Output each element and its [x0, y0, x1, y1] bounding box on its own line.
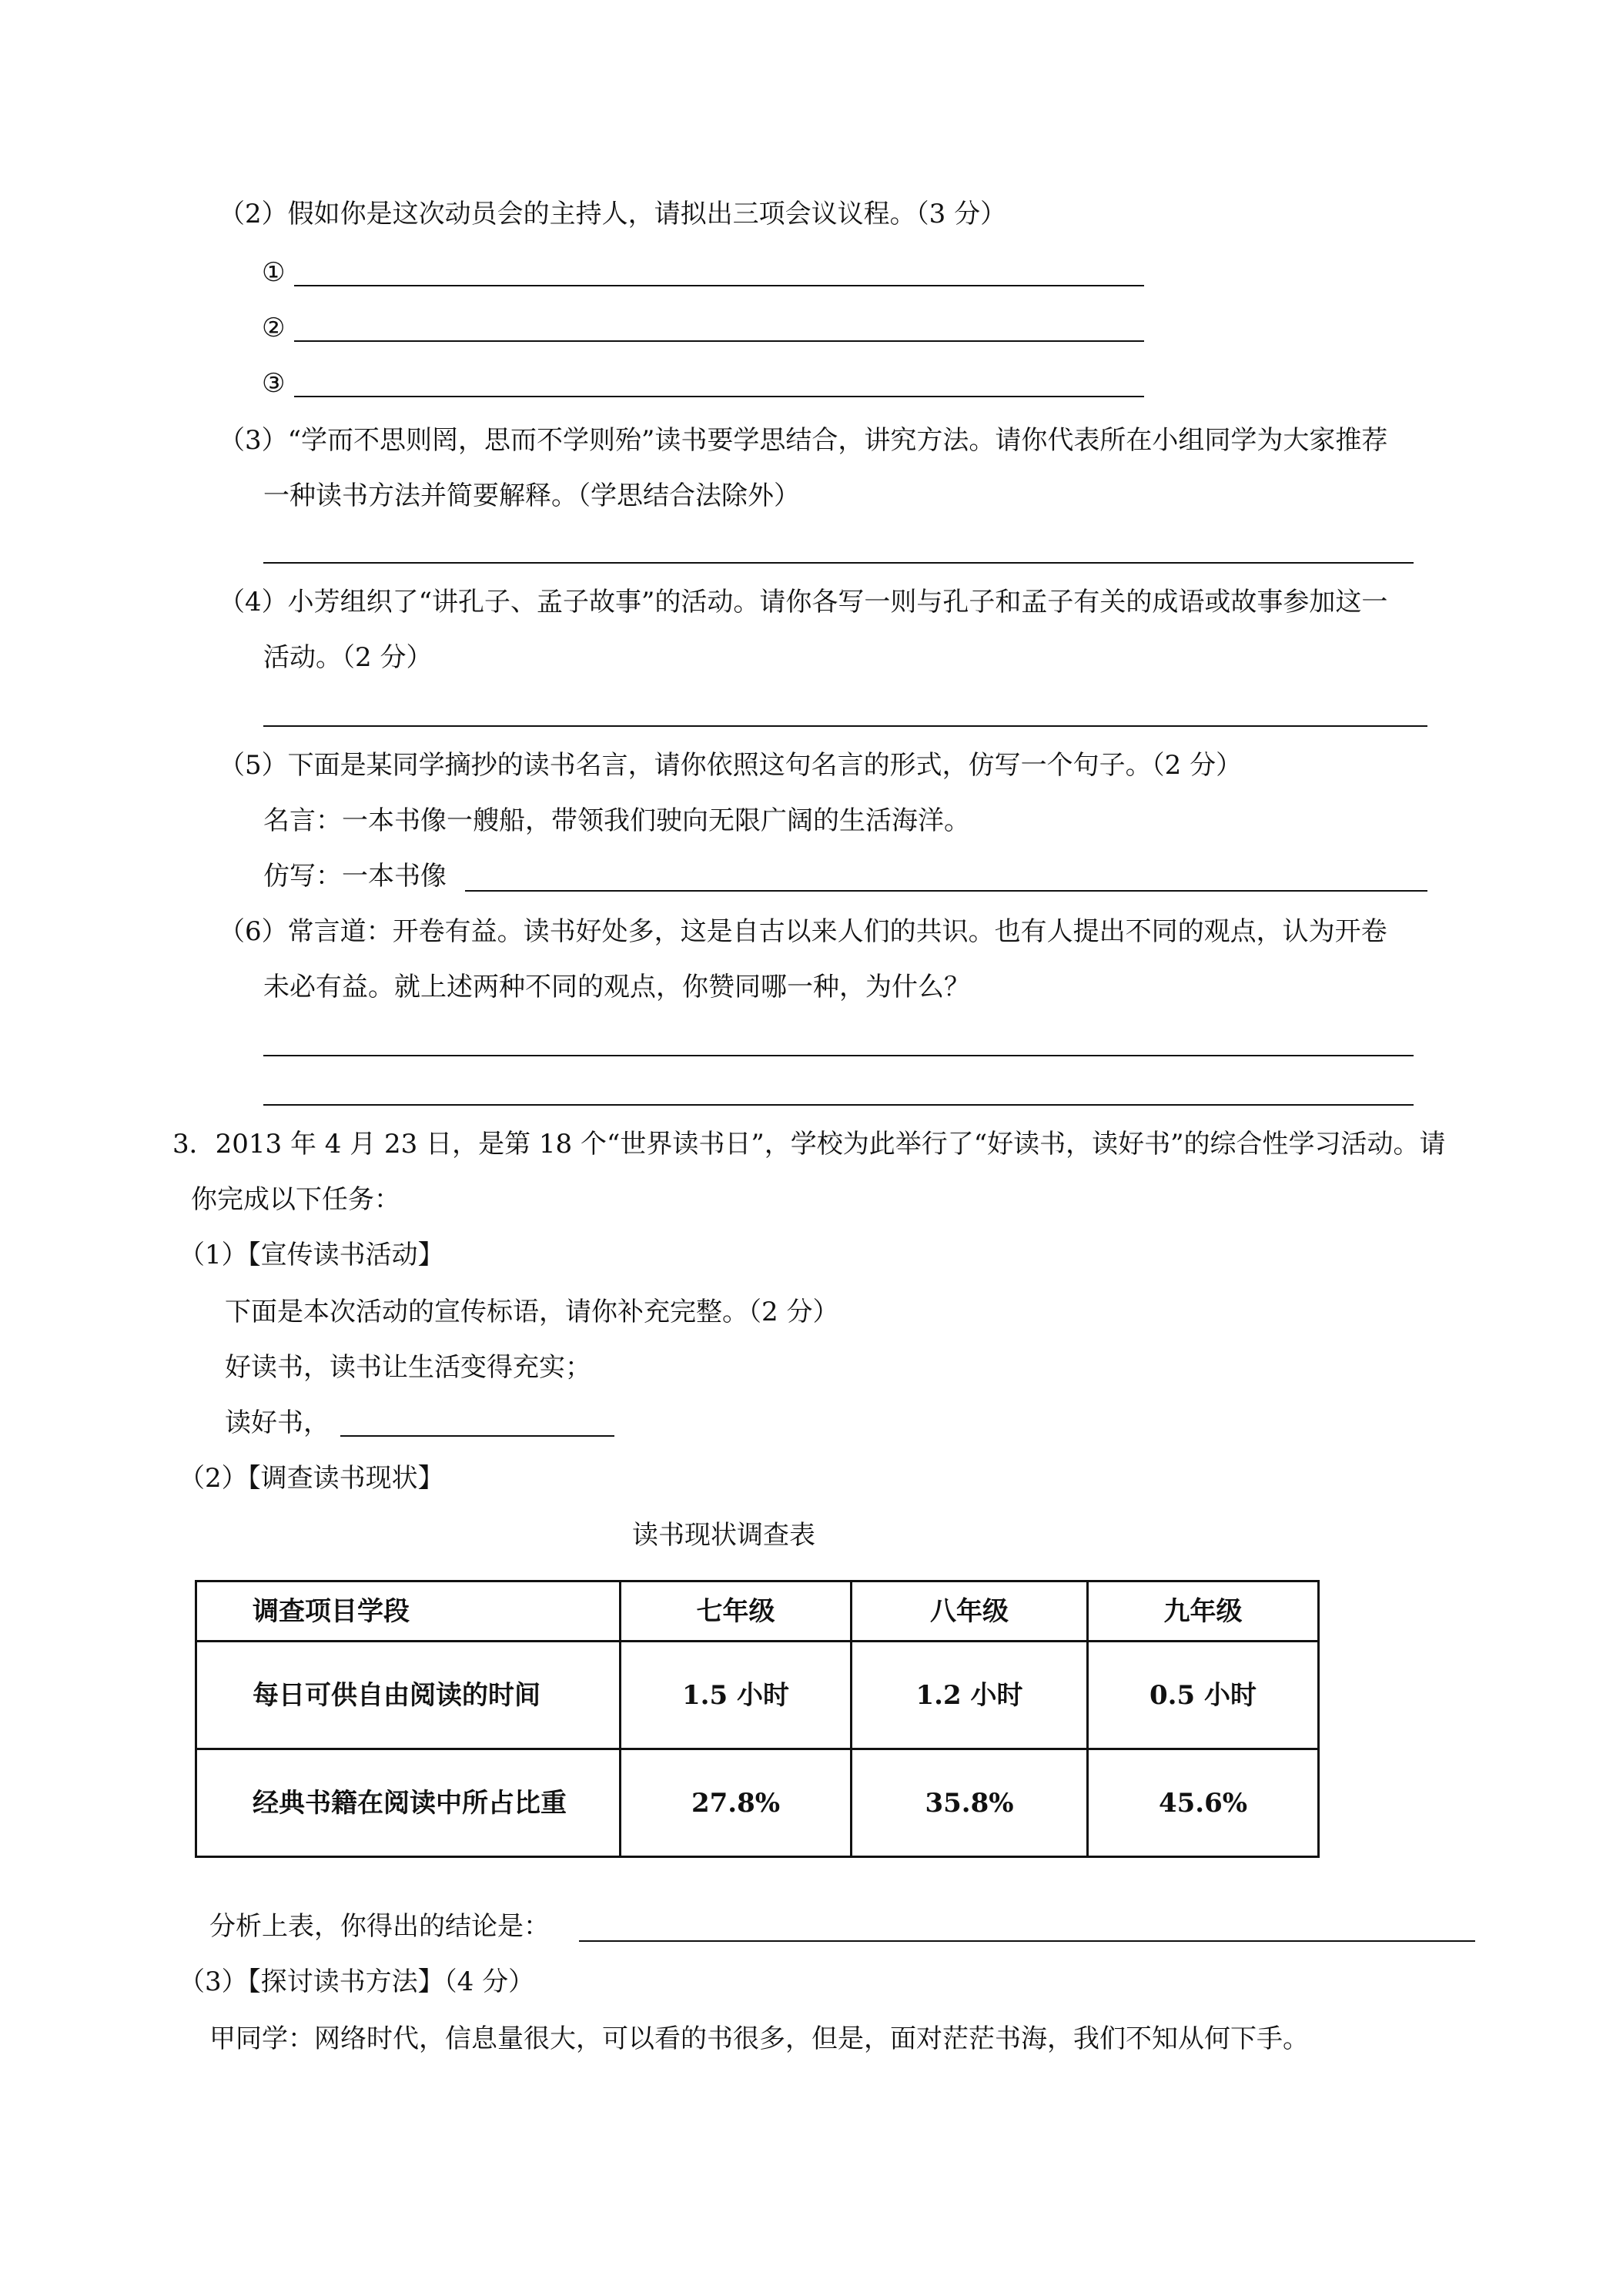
q3-part1-instruction: 下面是本次活动的宣传标语，请你补充完整。（2 分） [225, 1297, 839, 1327]
table-header-row [196, 1581, 1319, 1642]
agenda-item-2-answer-line[interactable] [294, 340, 1144, 342]
q2-6-prompt-line1: （6）常言道：开卷有益。读书好处多，这是自古以来人们的共识。也有人提出不同的观点，认为开卷 [219, 916, 1387, 947]
q2-2-prompt: （2）假如你是这次动员会的主持人，请拟出三项会议议程。（3 分） [219, 199, 1007, 229]
q2-5-imitate-answer-line[interactable] [465, 890, 1427, 892]
agenda-item-1-marker: ① [262, 257, 286, 288]
q2-3-answer-line[interactable] [263, 562, 1414, 564]
q2-3-prompt-line2: 一种读书方法并简要解释。（学思结合法除外） [263, 480, 800, 511]
q3-part3-heading: （3）【探讨读书方法】（4 分） [179, 1966, 535, 1997]
agenda-item-2-marker: ② [262, 313, 286, 343]
q2-3-prompt-line1: （3）“学而不思则罔，思而不学则殆”读书要学思结合，讲究方法。请你代表所在小组同学为大家推荐 [219, 425, 1388, 456]
q2-6-prompt-line2: 未必有益。就上述两种不同的观点，你赞同哪一种，为什么？ [263, 972, 970, 1002]
q3-part1-slogan-answer-line[interactable] [340, 1435, 614, 1437]
table-header-cell: 八年级 [852, 1581, 1088, 1642]
q3-part2-analysis-label: 分析上表，你得出的结论是： [209, 1911, 550, 1942]
table-cell: 0.5 小时 [1088, 1642, 1319, 1749]
table-cell: 35.8% [852, 1749, 1088, 1857]
agenda-item-1-answer-line[interactable] [294, 285, 1144, 286]
table-row [196, 1749, 1319, 1857]
table-header-cell: 九年级 [1088, 1581, 1319, 1642]
table-cell: 1.5 小时 [621, 1642, 852, 1749]
q3-prompt-line2: 你完成以下任务： [191, 1184, 400, 1215]
table-row-label: 每日可供自由阅读的时间 [196, 1642, 621, 1749]
agenda-item-3-marker: ③ [262, 368, 286, 399]
q2-6-answer-line-2[interactable] [263, 1104, 1414, 1106]
table-cell: 1.2 小时 [852, 1642, 1088, 1749]
q2-6-answer-line-1[interactable] [263, 1055, 1414, 1056]
reading-survey-table [195, 1580, 1320, 1858]
table-row [196, 1642, 1319, 1749]
table-cell: 45.6% [1088, 1749, 1319, 1857]
q3-prompt-line1: 3．2013 年 4 月 23 日，是第 18 个“世界读书日”，学校为此举行了“好读书，读好书”的综合性学习活动。请 [172, 1129, 1446, 1160]
q3-part1-slogan1: 好读书，读书让生活变得充实； [225, 1352, 591, 1383]
table-header-cell: 七年级 [621, 1581, 852, 1642]
q2-5-prompt: （5）下面是某同学摘抄的读书名言，请你依照这句名言的形式，仿写一个句子。（2 分） [219, 750, 1243, 781]
table-title: 读书现状调查表 [632, 1520, 815, 1551]
table-row-label: 经典书籍在阅读中所占比重 [196, 1749, 621, 1857]
q2-4-prompt-line2: 活动。（2 分） [263, 642, 433, 673]
table-header-cell: 调查项目学段 [196, 1581, 621, 1642]
q2-4-answer-line[interactable] [263, 725, 1427, 727]
q2-4-prompt-line1: （4）小芳组织了“讲孔子、孟子故事”的活动。请你各写一则与孔子和孟子有关的成语或故事参加这一 [219, 587, 1388, 618]
q3-part1-heading: （1）【宣传读书活动】 [179, 1240, 444, 1270]
q3-part1-slogan2: 读好书， [225, 1407, 330, 1438]
agenda-item-3-answer-line[interactable] [294, 396, 1144, 397]
q3-part2-heading: （2）【调查读书现状】 [179, 1463, 444, 1494]
q3-part3-student-statement: 甲同学：网络时代，信息量很大，可以看的书很多，但是，面对茫茫书海，我们不知从何下手。 [209, 2023, 1309, 2054]
q2-5-quote: 名言：一本书像一艘船，带领我们驶向无限广阔的生活海洋。 [263, 805, 970, 836]
q3-part2-analysis-answer-line[interactable] [579, 1940, 1475, 1942]
table-cell: 27.8% [621, 1749, 852, 1857]
q2-5-imitate-label: 仿写：一本书像 [263, 861, 447, 892]
